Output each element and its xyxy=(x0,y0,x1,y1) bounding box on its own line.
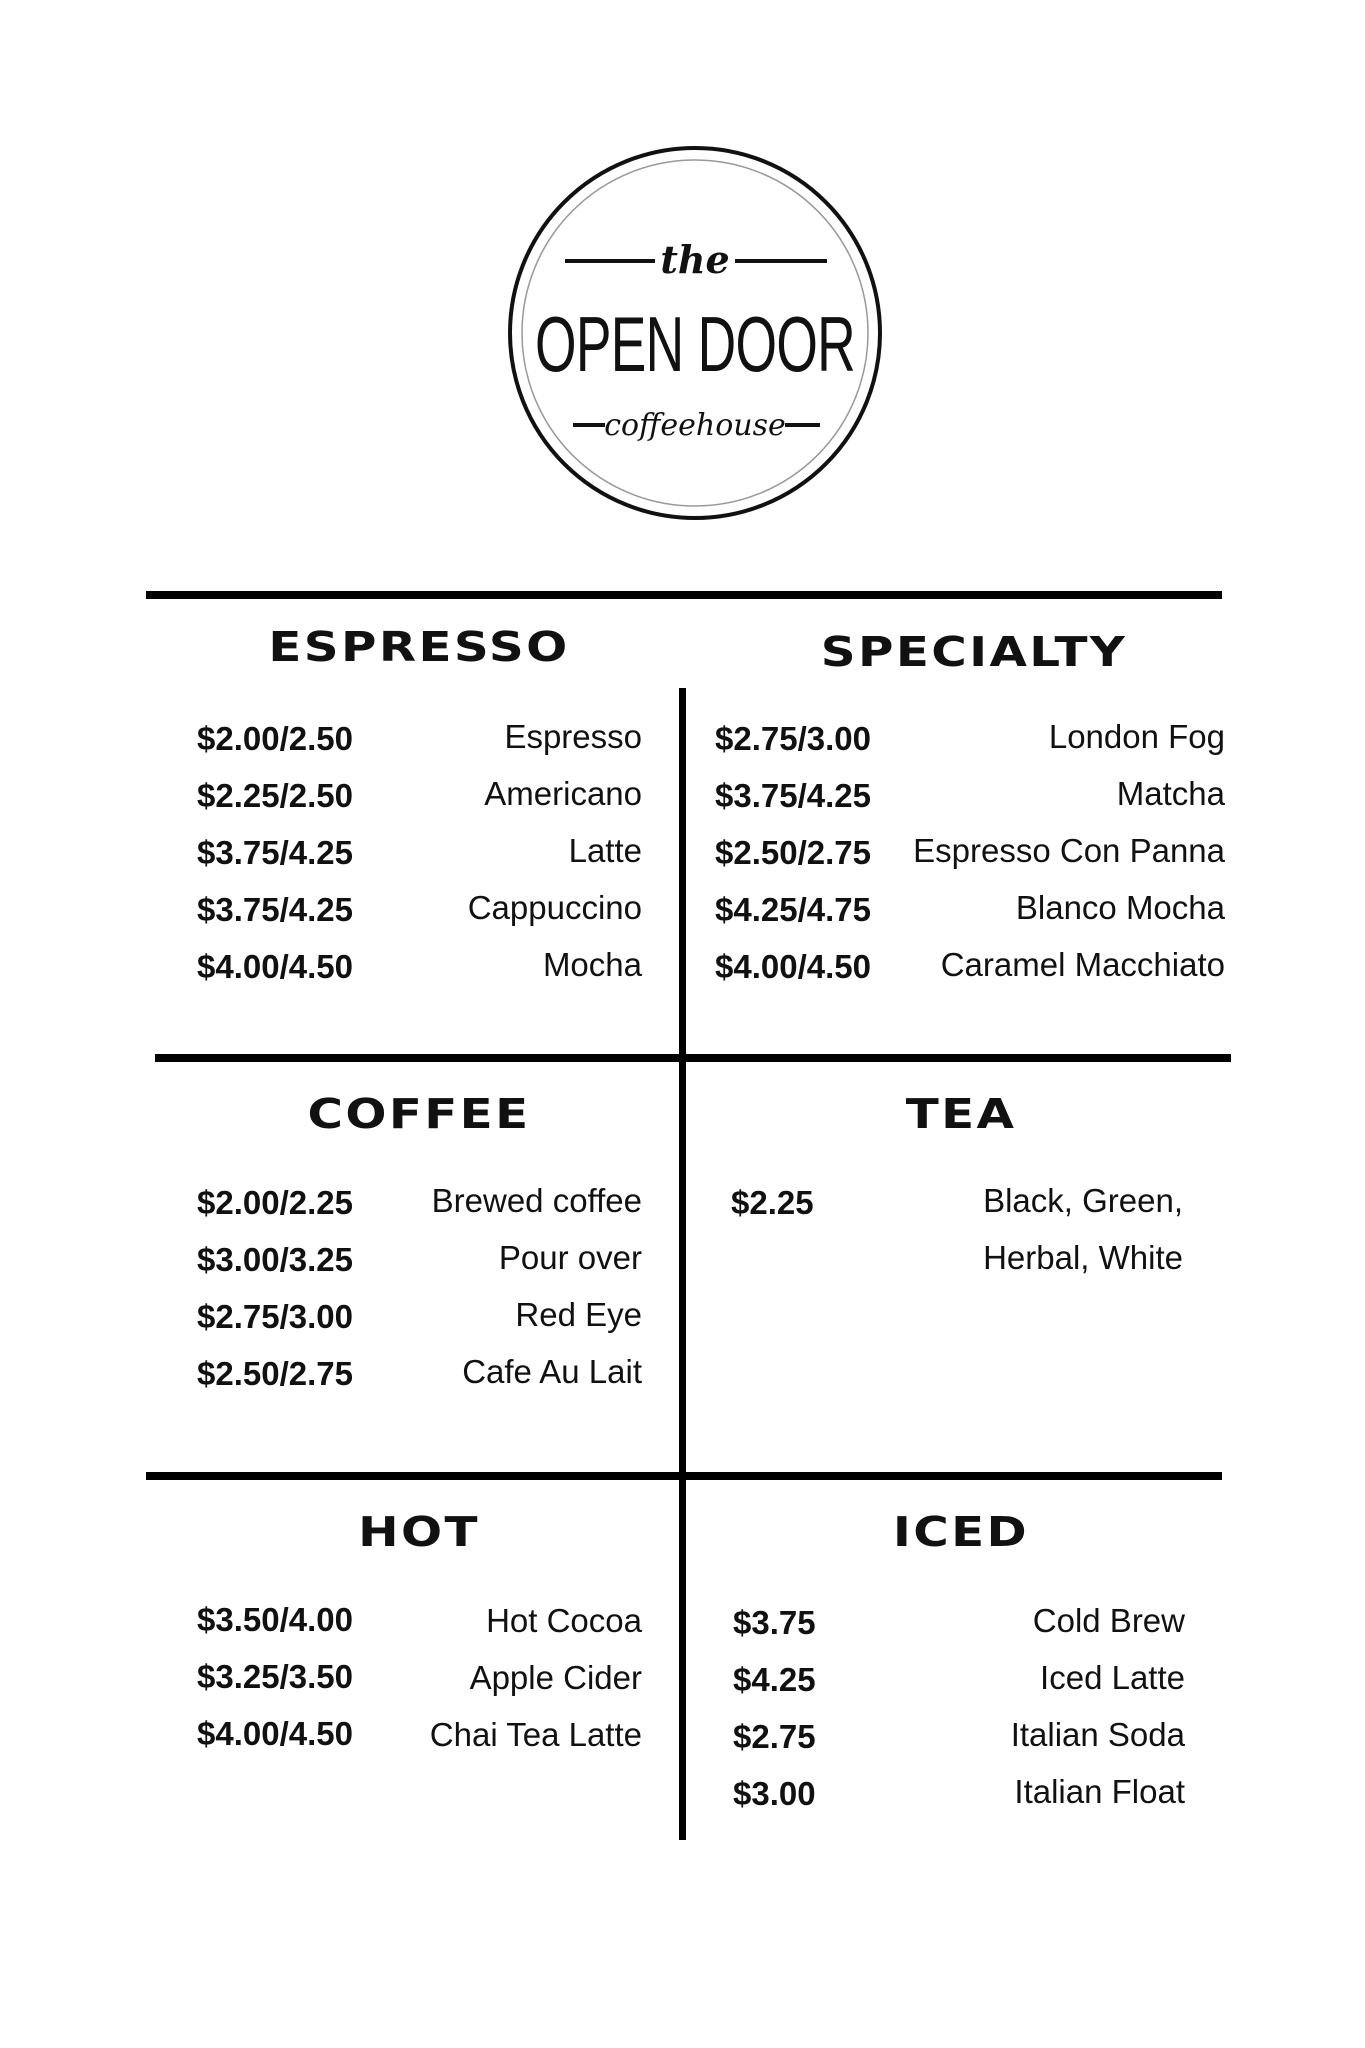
item-name: London Fog xyxy=(1048,718,1225,755)
list-item xyxy=(197,1601,642,1658)
lower-divider xyxy=(146,1472,1222,1480)
item-name: Matcha xyxy=(1116,775,1225,812)
item-price: $3.25/3.50 xyxy=(197,1658,353,1695)
tea-list xyxy=(731,1184,1183,1298)
list-item xyxy=(197,777,642,834)
list-item xyxy=(197,891,642,948)
list-item xyxy=(197,1355,642,1412)
section-title-espresso: ESPRESSO xyxy=(268,623,570,671)
item-price: $2.50/2.75 xyxy=(197,1355,353,1392)
section-title-iced: ICED xyxy=(892,1508,1030,1556)
hot-list xyxy=(197,1601,642,1772)
item-price: $3.50/4.00 xyxy=(197,1601,353,1638)
list-item xyxy=(731,1241,1183,1298)
item-price: $4.00/4.50 xyxy=(197,1715,353,1752)
item-name: Espresso xyxy=(504,718,642,755)
item-price: $3.00/3.25 xyxy=(197,1241,353,1278)
item-name: Hot Cocoa xyxy=(486,1602,642,1639)
item-price: $2.50/2.75 xyxy=(715,834,871,871)
section-title-specialty: SPECIALTY xyxy=(820,628,1128,676)
item-name: Chai Tea Latte xyxy=(429,1716,642,1753)
item-price: $2.25 xyxy=(731,1184,814,1221)
item-name: Herbal, White xyxy=(983,1239,1183,1276)
item-name: Italian Float xyxy=(1014,1773,1185,1810)
list-item xyxy=(733,1775,1185,1832)
list-item xyxy=(197,834,642,891)
list-item xyxy=(733,1604,1185,1661)
item-name: Apple Cider xyxy=(469,1659,642,1696)
item-price: $2.00/2.50 xyxy=(197,720,353,757)
item-price: $2.75/3.00 xyxy=(715,720,871,757)
item-price: $2.75 xyxy=(733,1718,816,1755)
list-item xyxy=(715,720,1225,777)
list-item xyxy=(197,948,642,1005)
item-name: Mocha xyxy=(542,946,642,983)
item-price: $3.00 xyxy=(733,1775,816,1812)
item-price: $2.25/2.50 xyxy=(197,777,353,814)
item-name: Black, Green, xyxy=(983,1182,1183,1219)
logo-subtitle: coffeehouse xyxy=(604,408,786,443)
item-name: Blanco Mocha xyxy=(1015,889,1225,926)
list-item xyxy=(197,720,642,777)
item-price: $4.00/4.50 xyxy=(715,948,871,985)
item-name: Red Eye xyxy=(515,1296,642,1333)
list-item xyxy=(715,834,1225,891)
list-item xyxy=(733,1661,1185,1718)
center-divider xyxy=(679,688,686,1840)
item-price: $3.75/4.25 xyxy=(197,891,353,928)
list-item xyxy=(197,1241,642,1298)
item-name: Cappuccino xyxy=(467,889,642,926)
item-price: $2.00/2.25 xyxy=(197,1184,353,1221)
logo-the: the xyxy=(660,237,730,282)
item-name: Latte xyxy=(568,832,642,869)
item-name: Americano xyxy=(484,775,642,812)
section-title-hot: HOT xyxy=(358,1508,480,1556)
logo-name: OPEN DOOR xyxy=(535,300,855,388)
item-name: Cafe Au Lait xyxy=(462,1353,642,1390)
item-name: Iced Latte xyxy=(1040,1659,1185,1696)
item-price: $3.75/4.25 xyxy=(715,777,871,814)
item-name: Espresso Con Panna xyxy=(913,832,1225,869)
middle-divider xyxy=(155,1054,1231,1062)
item-price: $4.00/4.50 xyxy=(197,948,353,985)
list-item xyxy=(197,1298,642,1355)
item-name: Italian Soda xyxy=(1010,1716,1185,1753)
item-name: Caramel Macchiato xyxy=(940,946,1225,983)
iced-list xyxy=(733,1604,1185,1832)
item-price: $3.75/4.25 xyxy=(197,834,353,871)
list-item xyxy=(715,891,1225,948)
espresso-list xyxy=(197,720,642,1005)
item-name: Brewed coffee xyxy=(431,1182,642,1219)
specialty-list xyxy=(715,720,1225,1005)
top-divider xyxy=(146,591,1222,599)
item-price: $4.25/4.75 xyxy=(715,891,871,928)
item-price: $4.25 xyxy=(733,1661,816,1698)
list-item xyxy=(715,948,1225,1005)
list-item xyxy=(731,1184,1183,1241)
section-title-coffee: COFFEE xyxy=(307,1090,531,1138)
item-price: $2.75/3.00 xyxy=(197,1298,353,1335)
item-name: Pour over xyxy=(498,1239,642,1276)
list-item xyxy=(197,1658,642,1715)
coffeehouse-logo xyxy=(505,143,885,523)
item-name: Cold Brew xyxy=(1032,1602,1185,1639)
logo-badge xyxy=(505,143,885,523)
coffee-list xyxy=(197,1184,642,1412)
section-title-tea: TEA xyxy=(905,1090,1017,1138)
list-item xyxy=(733,1718,1185,1775)
list-item xyxy=(197,1715,642,1772)
item-price: $3.75 xyxy=(733,1604,816,1641)
list-item xyxy=(197,1184,642,1241)
list-item xyxy=(715,777,1225,834)
